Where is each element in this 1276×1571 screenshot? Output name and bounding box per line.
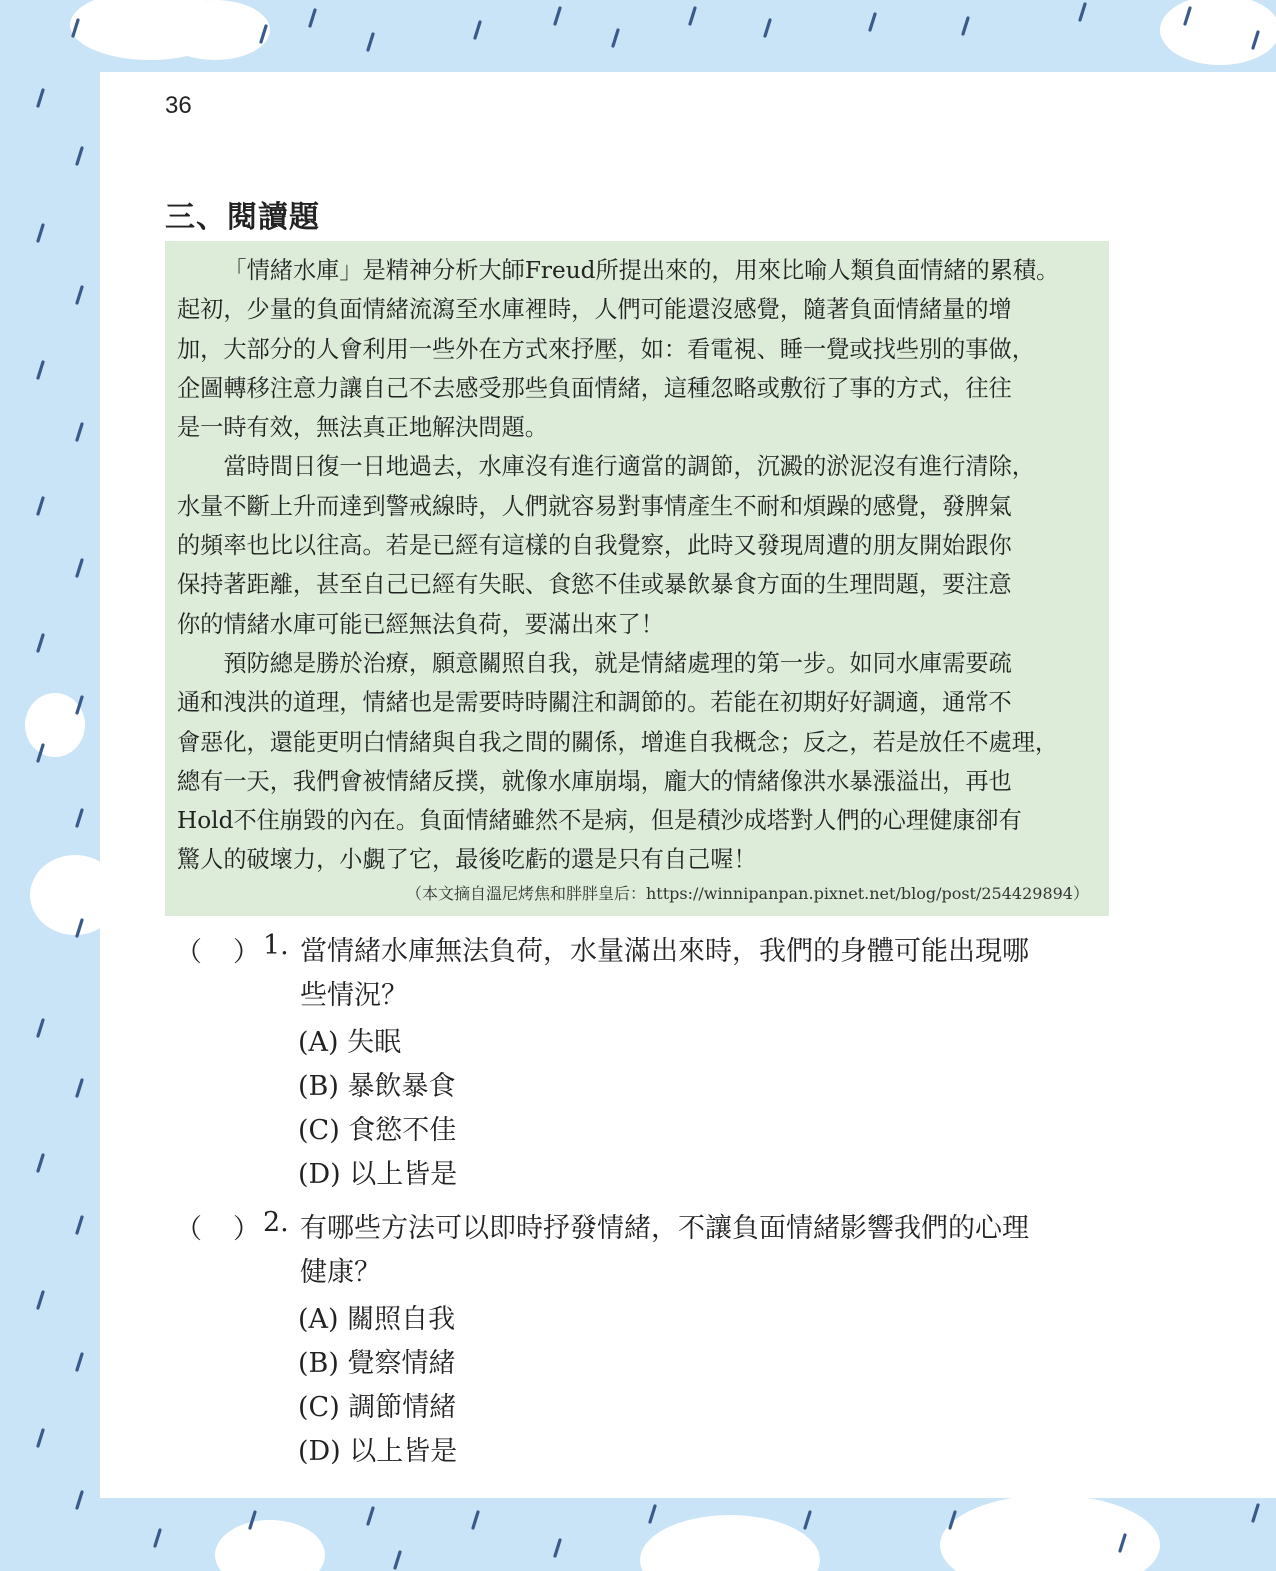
passage-line: Hold不住崩毀的內在。負面情緒雖然不是病，但是積沙成塔對人們的心理健康卻有 bbox=[177, 807, 1022, 835]
option-c[interactable]: (C) 調節情緒 bbox=[298, 1392, 457, 1423]
question-2 bbox=[175, 1207, 1115, 1477]
answer-blank-open[interactable]: （ bbox=[175, 937, 202, 968]
question-text bbox=[300, 930, 1120, 1018]
reading-passage-box bbox=[165, 241, 1109, 916]
passage-line: 起初，少量的負面情緒流瀉至水庫裡時，人們可能還沒感覺，隨著負面情緒量的增 bbox=[177, 296, 1012, 324]
cloud-bottom-mid bbox=[640, 1515, 820, 1571]
question-text-line: 有哪些方法可以即時抒發情緒，不讓負面情緒影響我們的心理 bbox=[300, 1213, 1029, 1244]
option-b[interactable]: (B) 覺察情緒 bbox=[298, 1348, 456, 1379]
passage-paragraph-1 bbox=[177, 251, 1097, 447]
question-text-line: 健康？ bbox=[300, 1257, 381, 1288]
option-b[interactable]: (B) 暴飲暴食 bbox=[298, 1071, 456, 1102]
question-1 bbox=[175, 930, 1115, 1200]
option-c[interactable]: (C) 食慾不佳 bbox=[298, 1115, 457, 1146]
answer-blank-close: ） bbox=[233, 1214, 260, 1245]
question-text bbox=[300, 1207, 1120, 1295]
page-number: 36 bbox=[165, 92, 192, 119]
option-d[interactable]: (D) 以上皆是 bbox=[298, 1436, 458, 1467]
option-d[interactable]: (D) 以上皆是 bbox=[298, 1159, 458, 1190]
question-number: 2. bbox=[263, 1207, 289, 1238]
answer-blank-open[interactable]: （ bbox=[175, 1214, 202, 1245]
passage-line: 「情緒水庫」是精神分析大師Freud所提出來的，用來比喻人類負面情緒的累積。 bbox=[223, 257, 1060, 284]
cloud-left-mid2 bbox=[25, 693, 85, 757]
passage-line: 會惡化，還能更明白情緒與自我之間的關係，增進自我概念；反之，若是放任不處理， bbox=[177, 728, 1059, 756]
cloud-bottom-right bbox=[940, 1495, 1160, 1571]
cloud-bottom-left bbox=[215, 1520, 325, 1571]
passage-line: 保持著距離，甚至自己已經有失眠、食慾不佳或暴飲暴食方面的生理問題，要注意 bbox=[177, 571, 1012, 599]
passage-line: 加，大部分的人會利用一些外在方式來抒壓，如：看電視、睡一覺或找些別的事做， bbox=[177, 335, 1035, 363]
passage-line: 總有一天，我們會被情緒反撲，就像水庫崩塌，龐大的情緒像洪水暴漲溢出，再也 bbox=[177, 767, 1012, 795]
passage-line: 當時間日復一日地過去，水庫沒有進行適當的調節，沉澱的淤泥沒有進行清除， bbox=[223, 453, 1035, 481]
passage-line: 驚人的破壞力，小覷了它，最後吃虧的還是只有自己喔！ bbox=[177, 846, 757, 874]
question-text-line: 些情況？ bbox=[300, 980, 408, 1011]
passage-line: 企圖轉移注意力讓自己不去感受那些負面情緒，這種忽略或敷衍了事的方式，往往 bbox=[177, 374, 1012, 402]
answer-blank-close: ） bbox=[233, 937, 260, 968]
passage-source-citation: （本文摘自溫尼烤焦和胖胖皇后：https://winnipanpan.pixnet.net/blog/post/254429894） bbox=[405, 884, 1089, 903]
passage-paragraph-2 bbox=[177, 447, 1097, 643]
question-number: 1. bbox=[263, 930, 289, 961]
passage-paragraph-3 bbox=[177, 644, 1097, 880]
section-title: 三、閱讀題 bbox=[165, 200, 320, 235]
passage-line: 的頻率也比以往高。若是已經有這樣的自我覺察，此時又發現周遭的朋友開始跟你 bbox=[177, 532, 1012, 560]
passage-line: 水量不斷上升而達到警戒線時，人們就容易對事情產生不耐和煩躁的感覺，發脾氣 bbox=[177, 492, 1012, 520]
passage-line: 是一時有效，無法真正地解決問題。 bbox=[177, 414, 548, 442]
option-a[interactable]: (A) 失眠 bbox=[298, 1027, 402, 1058]
passage-line: 預防總是勝於治療，願意關照自我，就是情緒處理的第一步。如同水庫需要疏 bbox=[223, 649, 1012, 677]
passage-line: 你的情緒水庫可能已經無法負荷，要滿出來了！ bbox=[177, 610, 664, 638]
option-a[interactable]: (A) 關照自我 bbox=[298, 1304, 456, 1335]
passage-line: 通和洩洪的道理，情緒也是需要時時關注和調節的。若能在初期好好調適，通常不 bbox=[177, 689, 1012, 717]
question-text-line: 當情緒水庫無法負荷，水量滿出來時，我們的身體可能出現哪 bbox=[300, 936, 1029, 967]
